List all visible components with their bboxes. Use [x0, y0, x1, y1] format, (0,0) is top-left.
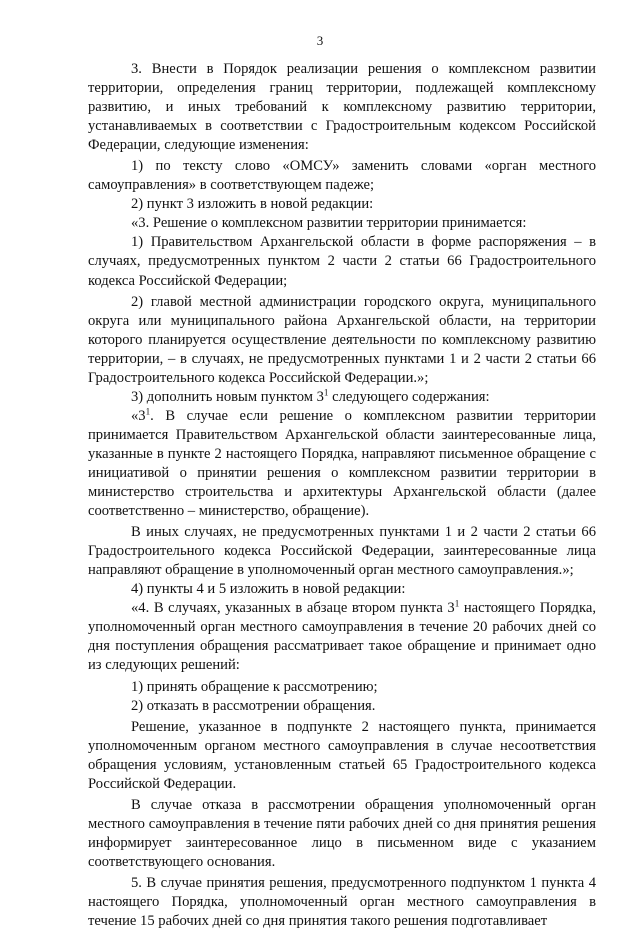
document-body: [88, 60, 596, 931]
text-fragment: «3: [131, 407, 146, 424]
paragraph-refusal-notice: В случае отказа в рассмотрении обращения уполномоченный орган местного самоуправления в течение пяти рабочих дней со дня принятия решения информирует заинтересованное лицо в письменном виде с указанием соответствующего основания.: [88, 796, 596, 870]
superscript: 1: [454, 598, 460, 609]
paragraph-government-decision: 1) Правительством Архангельской области в форме распоряжения – в случаях, предусмотренных пунктом 2 части 2 статьи 66 Градостроительного кодекса Российской Федерации;: [88, 234, 596, 289]
paragraph-refuse-option: 2) отказать в рассмотрении обращения.: [131, 697, 376, 714]
text-fragment: 3) дополнить новым пунктом 3: [131, 388, 324, 405]
paragraph-decision-taken: «3. Решение о комплексном развитии территории принимается:: [131, 215, 527, 232]
paragraph-omsu-replace: 1) по тексту слово «ОМСУ» заменить словами «орган местного самоуправления» в соответствующем падеже;: [88, 158, 596, 194]
text-fragment: . В случае если решение о комплексном развитии территории принимается Правительством Архангельской области заинтересованные лица, указанные в пункте 2 настоящего Порядка, направляют письменное обращение с инициативой о принятии решения о комплексном развитии территории в министерство строительства и архитектуры Архангельской области (далее соответственно – министерство, обращение).: [88, 407, 596, 520]
paragraph-accept-option: 1) принять обращение к рассмотрению;: [131, 678, 378, 695]
text-fragment: настоящего Порядка, уполномоченный орган местного самоуправления в течение 20 рабочих дней со дня поступления обращения рассматривает такое обращение и принимает одно из следующих решений:: [88, 600, 596, 674]
superscript: 1: [145, 406, 151, 417]
text-fragment: следующего содержания:: [328, 388, 490, 405]
paragraph-add-point31: [88, 388, 596, 407]
superscript: 1: [323, 387, 329, 398]
paragraph-amendment-intro: 3. Внести в Порядок реализации решения о комплексном развитии территории, определения границ территории, подлежащей комплексному развитию, и иных требований к комплексному развитию территории, устанавливаемых в соответствии с Градостроительным кодексом Российской Федерации, следующие изменения:: [88, 61, 596, 154]
paragraph-refusal-grounds: Решение, указанное в подпункте 2 настоящего пункта, принимается уполномоченным органом местного самоуправления в случае несоответствия обращения условиям, установленным статьей 65 Градостроительного кодекса Российской Федерации.: [88, 718, 596, 792]
paragraph-point4-text: [88, 599, 596, 675]
paragraph-point5-text: 5. В случае принятия решения, предусмотренного подпунктом 1 пункта 4 настоящего Порядка, уполномоченный орган местного самоуправления в течение 15 рабочих дней со дня принятия такого решения подготавливает: [88, 874, 596, 930]
paragraph-point31-text: [88, 407, 596, 521]
paragraph-point3-new: 2) пункт 3 изложить в новой редакции:: [131, 196, 374, 213]
paragraph-local-admin-decision: 2) главой местной администрации городского округа, муниципального округа или муниципального района Архангельской области, на территории которого планируется осуществление деятельности по комплексному развитию территории, – в случаях, не предусмотренных пунктами 1 и 2 части 2 статьи 66 Градостроительного кодекса Российской Федерации.»;: [88, 293, 596, 386]
page-number: 3: [316, 33, 324, 48]
paragraph-other-cases: В иных случаях, не предусмотренных пунктами 1 и 2 части 2 статьи 66 Градостроительного кодекса Российской Федерации, заинтересованные лица направляют обращение в уполномоченный орган местного самоуправления.»;: [88, 524, 596, 579]
paragraph-points45-new: 4) пункты 4 и 5 изложить в новой редакции:: [131, 581, 406, 598]
text-fragment: «4. В случаях, указанных в абзаце втором пункта 3: [131, 600, 455, 617]
